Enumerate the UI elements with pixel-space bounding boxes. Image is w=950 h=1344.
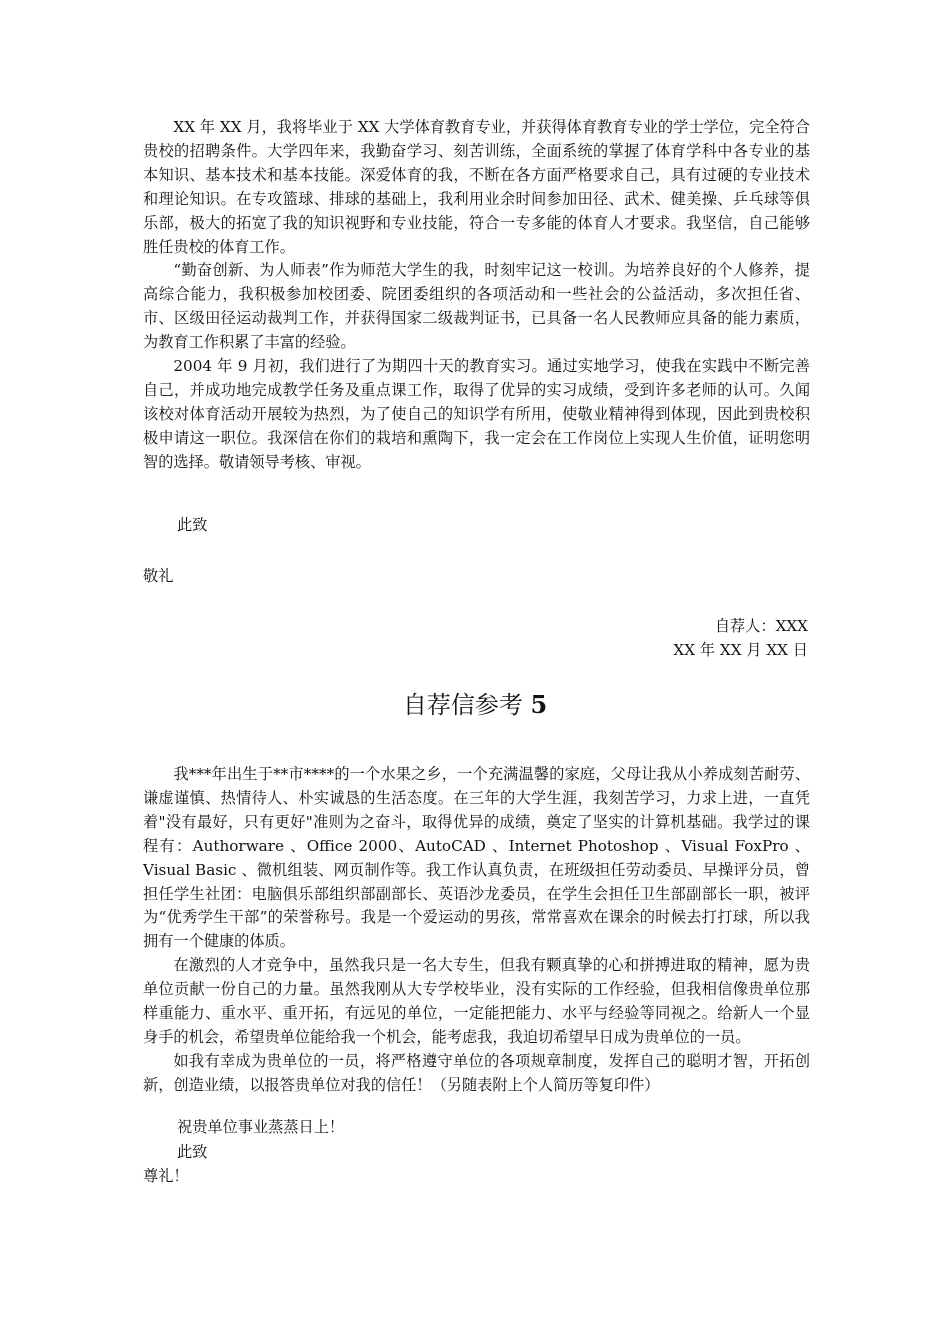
letter-bottom-paragraph-3: 如我有幸成为贵单位的一员，将严格遵守单位的各项规章制度，发挥自己的聪明才智，开拓创新，创造业绩，以报答贵单位对我的信任！（另随表附上个人简历等复印件） (143, 1051, 810, 1094)
letter-bottom-salutation: 此致 (177, 1143, 208, 1161)
letter-top-paragraph-1: XX 年 XX 月，我将毕业于 XX 大学体育教育专业，并获得体育教育专业的学士学位，完全符合贵校的招聘条件。大学四年来，我勤奋学习、刻苦训练，全面系统的掌握了体育学科中各专业的基本知识、基本技术和基本技能。深爱体育的我，不断在各方面严格要求自己，具有过硬的专业技术和理论知识。在专攻篮球、排球的基础上，我利用业余时间参加田径、武术、健美操、乒乓球等俱乐部，极大的拓宽了我的知识视野和专业技能，符合一专多能的体育人才要求。我坚信，自己能够胜任贵校的体育工作。 (143, 118, 810, 256)
letter-top-regards: 敬礼 (143, 567, 174, 585)
letter-top-date: XX 年 XX 月 XX 日 (673, 641, 808, 659)
section-title-number: 5 (530, 690, 548, 719)
section-title-text: 自荐信参考 (402, 691, 523, 719)
letter-top-signer: 自荐人：XXX (714, 617, 808, 635)
section-title (0, 688, 950, 722)
letter-top-salutation: 此致 (177, 516, 208, 534)
letter-bottom-paragraph-1: 我***年出生于**市****的一个水果之乡，一个充满温馨的家庭，父母让我从小养成刻苦耐劳、谦虚谨慎、热情待人、朴实诚恳的生活态度。在三年的大学生涯，我刻苦学习，力求上进，一直凭着"没有最好，只有更好"准则为之奋斗，取得优异的成绩，奠定了坚实的计算机基础。我学过的课程有：Authorware 、Office 2000、AutoCAD 、Internet Photoshop 、Visual FoxPro 、 Visual Basic 、微机组装、网页制作等。我工作认真负责，在班级担任劳动委员、早操评分员，曾担任学生社团：电脑俱乐部组织部副部长、英语沙龙委员，在学生会担任卫生部副部长一职，被评为“优秀学生干部”的荣誉称号。我是一个爱运动的男孩，常常喜欢在课余的时候去打打球，所以我拥有一个健康的体质。 (143, 765, 810, 951)
letter-bottom-body (143, 763, 810, 1098)
letter-top-paragraph-3: 2004 年 9 月初，我们进行了为期四十天的教育实习。通过实地学习，使我在实践中不断完善自己，并成功地完成教学任务及重点课工作，取得了优异的实习成绩，受到许多老师的认可。久闻该校对体育活动开展较为热烈，为了使自己的知识学有所用，使敬业精神得到体现，因此到贵校积极申请这一职位。我深信在你们的栽培和熏陶下，我一定会在工作岗位上实现人生价值，证明您明智的选择。敬请领导考核、审视。 (143, 357, 810, 471)
letter-bottom-regards: 尊礼！ (143, 1167, 189, 1185)
letter-bottom-paragraph-2: 在激烈的人才竞争中，虽然我只是一名大专生，但我有颗真挚的心和拼搏进取的精神，愿为贵单位贡献一份自己的力量。虽然我刚从大专学校毕业，没有实际的工作经验，但我相信像贵单位那样重能力、重水平、重开拓，有远见的单位，一定能把能力、水平与经验等同视之。给新人一个显身手的机会，希望贵单位能给我一个机会，能考虑我，我迫切希望早日成为贵单位的一员。 (143, 956, 810, 1046)
letter-bottom-wish: 祝贵单位事业蒸蒸日上！ (177, 1118, 345, 1136)
letter-top-paragraph-2: “勤奋创新、为人师表”作为师范大学生的我，时刻牢记这一校训。为培养良好的个人修养，提高综合能力，我积极参加校团委、院团委组织的各项活动和一些社会的公益活动，多次担任省、市、区级田径运动裁判工作，并获得国家二级裁判证书，已具备一名人民教师应具备的能力素质，为教育工作积累了丰富的经验。 (143, 261, 810, 352)
letter-top-body (143, 116, 810, 475)
